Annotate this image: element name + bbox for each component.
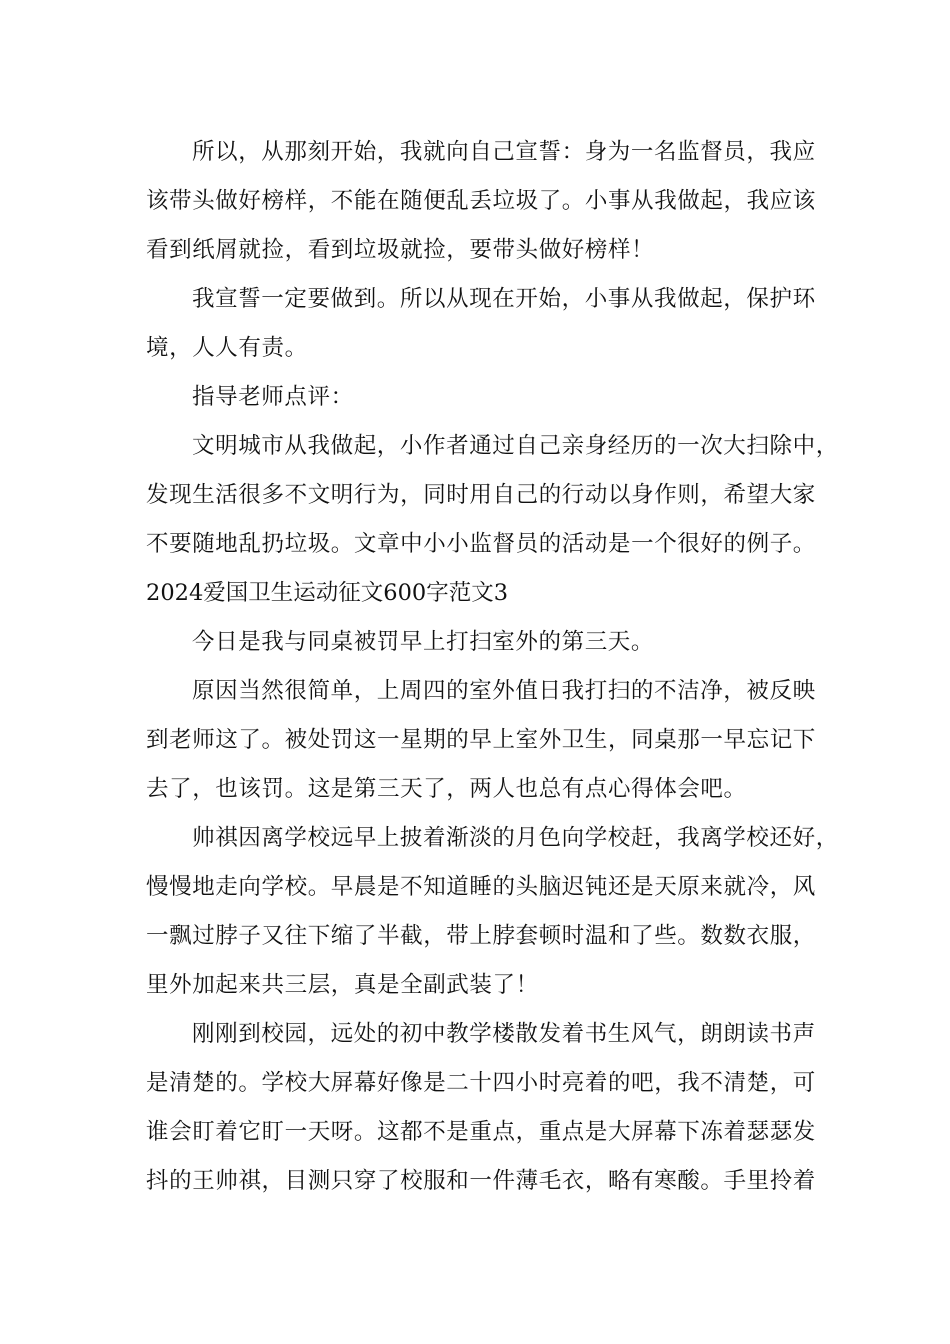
paragraph-line: 文明城市从我做起，小作者通过自己亲身经历的一次大扫除中，: [192, 433, 839, 459]
paragraph-line: 谁会盯着它盯一天呀。这都不是重点，重点是大屏幕下冻着瑟瑟发: [146, 1119, 816, 1145]
paragraph-line: 不要随地乱扔垃圾。文章中小小监督员的活动是一个很好的例子。: [146, 531, 816, 557]
paragraph-line: 帅祺因离学校远早上披着渐淡的月色向学校赶，我离学校还好，: [192, 825, 839, 851]
paragraph-line: 看到纸屑就捡，看到垃圾就捡，要带头做好榜样！: [146, 237, 655, 263]
comment-heading: 指导老师点评：: [192, 384, 354, 410]
paragraph-line: 里外加起来共三层，真是全副武装了！: [146, 972, 539, 998]
paragraph-line: 慢慢地走向学校。早晨是不知道睡的头脑迟钝还是天原来就冷，风: [146, 874, 816, 900]
paragraph-line: 所以，从那刻开始，我就向自己宣誓：身为一名监督员，我应: [192, 139, 816, 165]
paragraph-line: 今日是我与同桌被罚早上打扫室外的第三天。: [192, 629, 655, 655]
paragraph-line: 原因当然很简单，上周四的室外值日我打扫的不洁净，被反映: [192, 678, 816, 704]
essay-title: 2024爱国卫生运动征文600字范文3: [146, 580, 509, 606]
paragraph-line: 我宣誓一定要做到。所以从现在开始，小事从我做起，保护环: [192, 286, 816, 312]
paragraph-line: 抖的王帅祺，目测只穿了校服和一件薄毛衣，略有寒酸。手里拎着: [146, 1168, 816, 1194]
paragraph-line: 境，人人有责。: [146, 335, 308, 361]
paragraph-line: 去了，也该罚。这是第三天了，两人也总有点心得体会吧。: [146, 776, 747, 802]
paragraph-line: 刚刚到校园，远处的初中教学楼散发着书生风气，朗朗读书声: [192, 1021, 816, 1047]
paragraph-line: 是清楚的。学校大屏幕好像是二十四小时亮着的吧，我不清楚，可: [146, 1070, 816, 1096]
paragraph-line: 发现生活很多不文明行为，同时用自己的行动以身作则，希望大家: [146, 482, 816, 508]
document-body: [146, 128, 839, 1206]
paragraph-line: 一飘过脖子又往下缩了半截，带上脖套顿时温和了些。数数衣服，: [146, 923, 816, 949]
paragraph-line: 到老师这了。被处罚这一星期的早上室外卫生，同桌那一早忘记下: [146, 727, 816, 753]
paragraph-line: 该带头做好榜样，不能在随便乱丢垃圾了。小事从我做起，我应该: [146, 188, 816, 214]
